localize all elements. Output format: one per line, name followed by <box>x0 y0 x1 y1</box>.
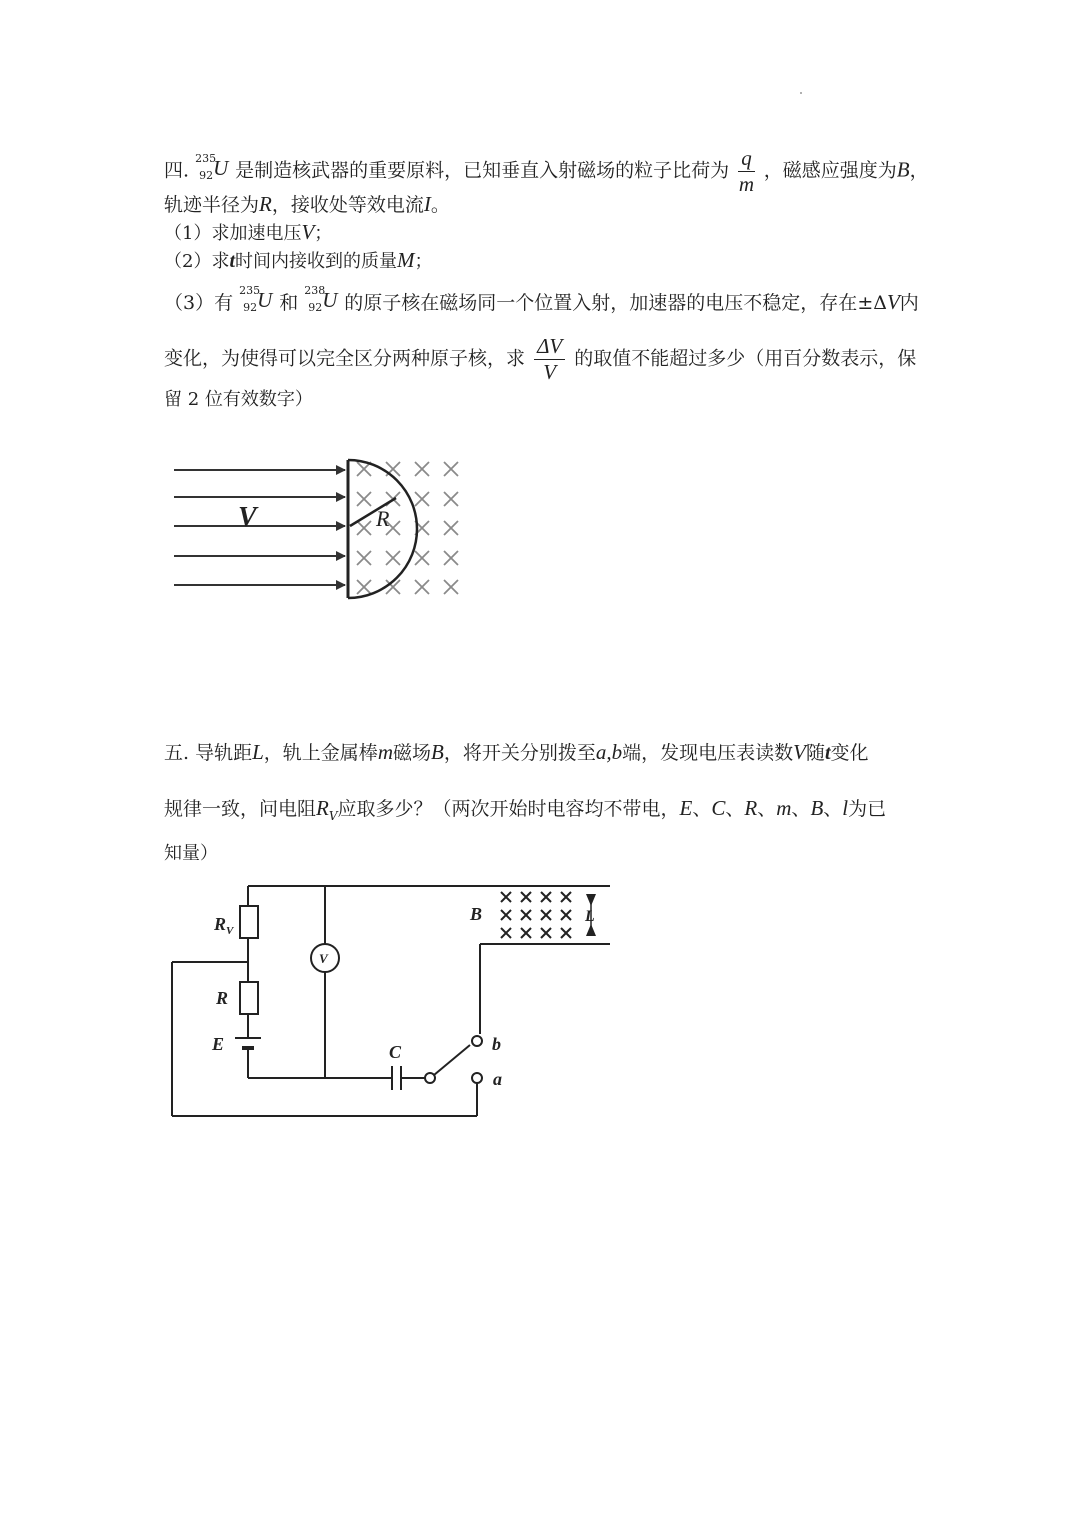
label-c: C <box>389 1042 402 1062</box>
label-voltmeter: V <box>319 951 328 966</box>
q4-line-6: 留 2 位有效数字） <box>164 389 313 410</box>
q4-line-1: 四. 235 92 U 是制造核武器的重要原料，已知垂直入射磁场的粒子比荷为 $\frac{q}{m}$ ，磁感应强度为B， <box>164 146 929 196</box>
label-b-field: B <box>470 904 483 924</box>
label-radius: R <box>376 506 390 531</box>
resistor-rv <box>240 906 258 938</box>
charge-mass-fraction: $\frac{q}{m}$ <box>738 146 755 196</box>
nuclide-u238: 238 92 U <box>304 284 338 314</box>
terminal-b <box>472 1036 482 1046</box>
switch-blade <box>434 1045 470 1075</box>
q4-part-3: （3）有 235 92 U 和 238 92 U 的原子核在磁场同一个位置入射，加速器的电压不稳定，存在±ΔV内 <box>164 284 919 314</box>
label-l: L <box>585 908 595 925</box>
q4-label: 四. <box>164 159 190 182</box>
q5-label: 五. <box>164 742 190 764</box>
label-rv: $R_V$ <box>214 914 234 937</box>
q4-part-2: （2）求t时间内接收到的质量M； <box>164 248 433 272</box>
switch-pivot <box>425 1073 435 1083</box>
label-voltage: V <box>238 502 257 533</box>
nuclide-u235: 235 92 U <box>195 151 229 182</box>
gap-arrow-top <box>586 894 596 906</box>
label-b-terminal: b <box>492 1034 501 1054</box>
label-r: R <box>216 988 229 1008</box>
label-e: E <box>212 1034 225 1054</box>
q4-line-2: 轨迹半径为R，接收处等效电流I。 <box>164 192 450 216</box>
gap-arrow-bottom <box>586 924 596 936</box>
q5-line-3: 知量） <box>164 843 218 864</box>
resistor-r <box>240 982 258 1014</box>
q4-part-1: （1）求加速电压V； <box>164 220 333 244</box>
rail-field-crosses <box>501 892 571 938</box>
q5-line-2: 规律一致，问电阻$R_V$应取多少？（两次开始时电容均不带电，E、C、R、m、B、l为已 <box>164 796 887 823</box>
figure-circuit <box>172 886 610 1116</box>
q5-line-1: 五. 导轨距L，轨上金属棒m磁场B，将开关分别拨至a,b端，发现电压表读数V随t变化 <box>164 740 869 764</box>
field-crosses <box>357 462 458 594</box>
nuclide-u235-b: 235 92 U <box>239 284 273 314</box>
terminal-a <box>472 1073 482 1083</box>
label-a-terminal: a <box>493 1069 502 1089</box>
q4-line-5: 变化，为使得可以完全区分两种原子核，求 $\frac{\Delta V}{V}$ 的取值不能超过多少（用百分数表示，保 <box>164 334 917 384</box>
voltage-ratio-fraction: $\frac{\Delta V}{V}$ <box>534 336 565 383</box>
